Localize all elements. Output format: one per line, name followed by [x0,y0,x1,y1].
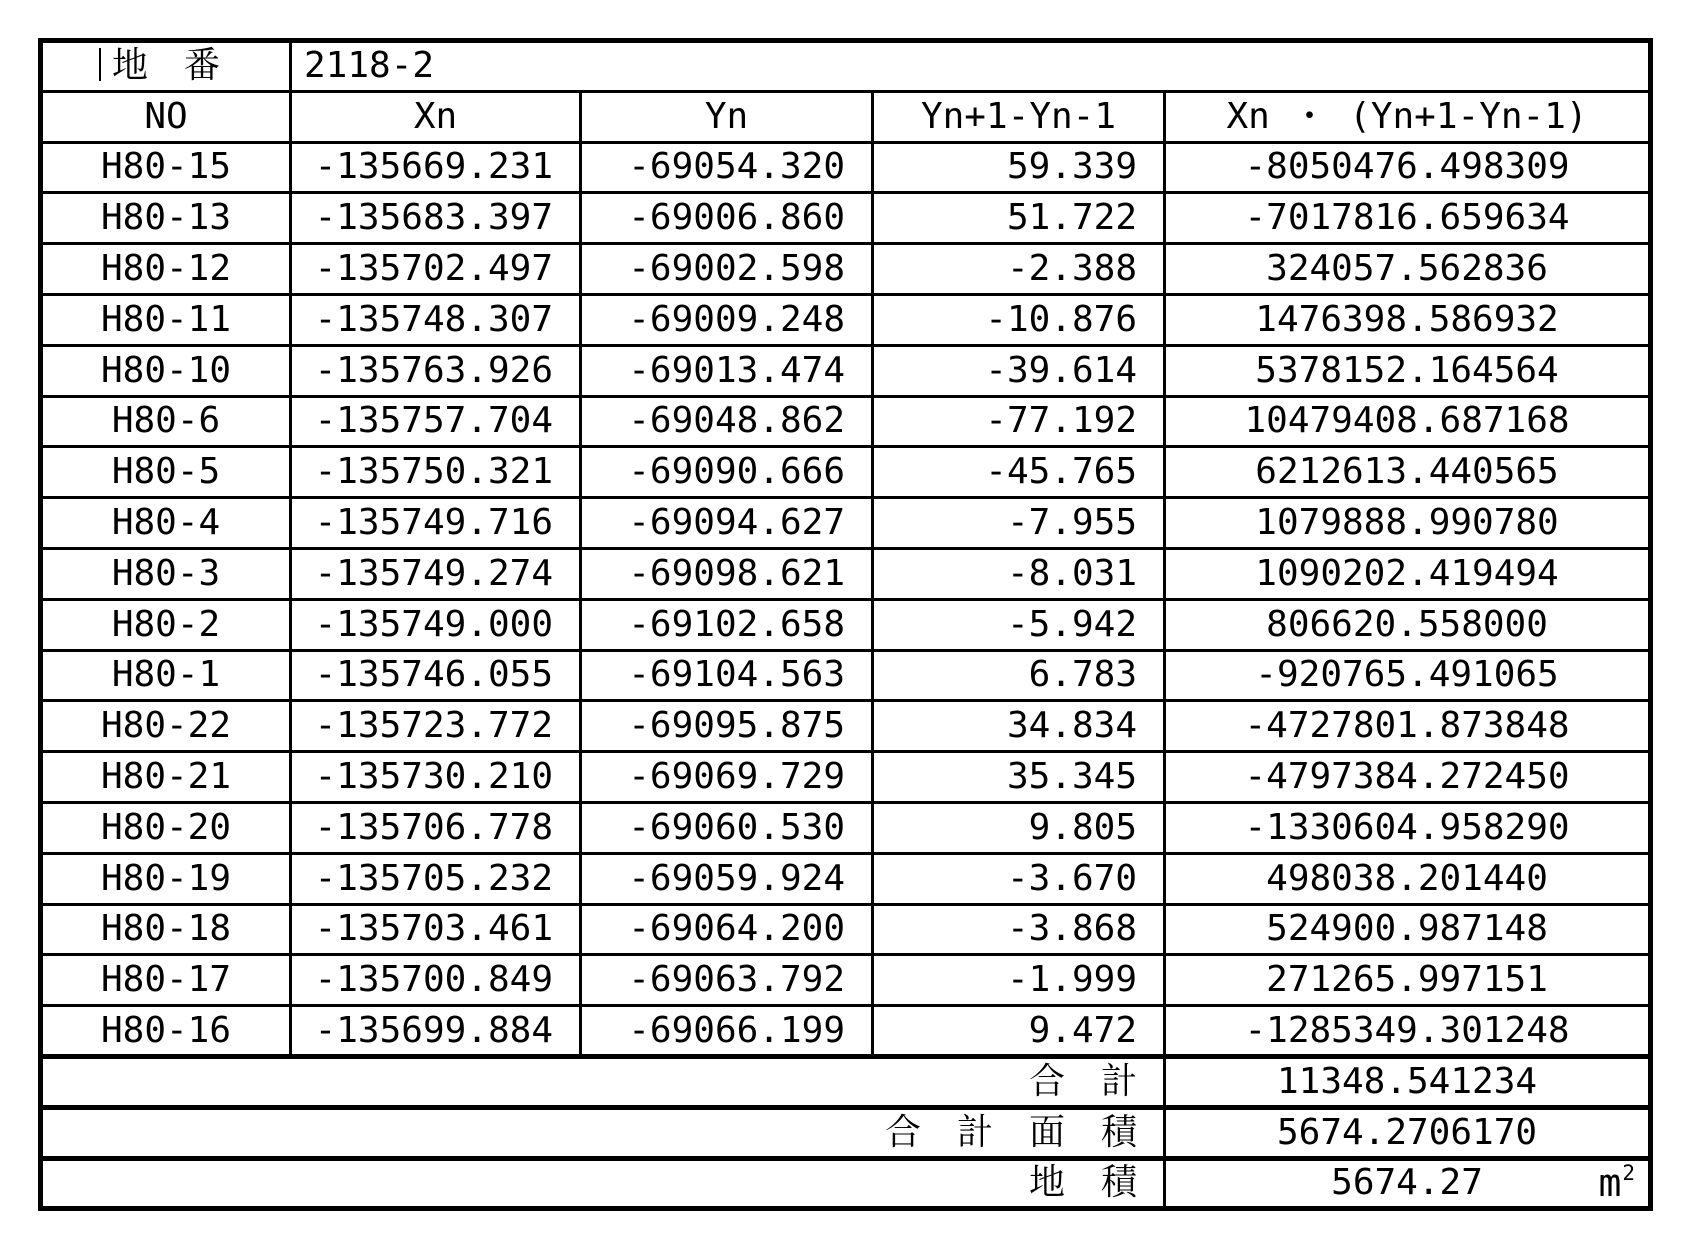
cell-dy: -10.876 [873,294,1165,345]
square-meter-unit [1598,1161,1636,1206]
cell-dy: -39.614 [873,345,1165,396]
cell-yn: -69064.200 [581,904,873,955]
cell-dy: 35.345 [873,752,1165,803]
cell-yn: -69066.199 [581,1006,873,1057]
table-row [41,447,1651,498]
cell-xn: -135699.884 [291,1006,581,1057]
total-area-value: 5674.2706170 [1165,1107,1651,1158]
cell-product: 1476398.586932 [1165,294,1651,345]
cell-yn: -69006.860 [581,193,873,244]
table-row [41,802,1651,853]
cell-product: 524900.987148 [1165,904,1651,955]
table-row [41,142,1651,193]
cell-xn: -135746.055 [291,650,581,701]
land-area-row [41,1158,1651,1209]
total-row [41,1056,1651,1107]
cell-no: H80-10 [41,345,291,396]
cell-xn: -135723.772 [291,701,581,752]
table-row [41,548,1651,599]
cell-no: H80-20 [41,802,291,853]
cell-product: 6212613.440565 [1165,447,1651,498]
column-header-product: Xn ・ (Yn+1-Yn-1) [1165,91,1651,142]
table-row [41,904,1651,955]
cell-no: H80-3 [41,548,291,599]
cell-product: 10479408.687168 [1165,396,1651,447]
cell-dy: -2.388 [873,244,1165,295]
cell-yn: -69054.320 [581,142,873,193]
cell-xn: -135702.497 [291,244,581,295]
land-area-value: 5674.27 [1331,1162,1483,1204]
cell-dy: 51.722 [873,193,1165,244]
cell-no: H80-15 [41,142,291,193]
cell-dy: 9.805 [873,802,1165,853]
column-header-yn: Yn [581,91,873,142]
unit-base: m [1598,1161,1622,1206]
data-rows [41,142,1651,1056]
cell-product: 1090202.419494 [1165,548,1651,599]
table-row [41,853,1651,904]
cell-no: H80-2 [41,599,291,650]
cell-no: H80-1 [41,650,291,701]
column-header-dy: Yn+1-Yn-1 [873,91,1165,142]
cell-xn: -135757.704 [291,396,581,447]
cell-no: H80-12 [41,244,291,295]
cell-yn: -69009.248 [581,294,873,345]
cell-product: -1330604.958290 [1165,802,1651,853]
cell-no: H80-5 [41,447,291,498]
column-header-row [41,91,1651,142]
cell-yn: -69002.598 [581,244,873,295]
cell-yn: -69060.530 [581,802,873,853]
cell-xn: -135700.849 [291,955,581,1006]
unit-exponent: 2 [1622,1161,1636,1186]
cell-xn: -135748.307 [291,294,581,345]
cell-no: H80-11 [41,294,291,345]
cell-dy: -5.942 [873,599,1165,650]
cell-dy: 9.472 [873,1006,1165,1057]
cell-yn: -69090.666 [581,447,873,498]
cell-yn: -69048.862 [581,396,873,447]
cell-product: -4727801.873848 [1165,701,1651,752]
cell-dy: -45.765 [873,447,1165,498]
cell-no: H80-18 [41,904,291,955]
cell-xn: -135683.397 [291,193,581,244]
cell-yn: -69098.621 [581,548,873,599]
cell-yn: -69102.658 [581,599,873,650]
table-row [41,650,1651,701]
cell-product: 1079888.990780 [1165,498,1651,549]
cell-dy: 59.339 [873,142,1165,193]
table-row [41,701,1651,752]
cell-yn: -69069.729 [581,752,873,803]
table-row [41,752,1651,803]
cell-no: H80-6 [41,396,291,447]
cell-product: 498038.201440 [1165,853,1651,904]
table-row [41,498,1651,549]
cell-no: H80-16 [41,1006,291,1057]
cell-yn: -69013.474 [581,345,873,396]
parcel-label[interactable]: 地 番 [41,41,291,92]
cell-dy: -1.999 [873,955,1165,1006]
cell-xn: -135763.926 [291,345,581,396]
cell-dy: -8.031 [873,548,1165,599]
cell-xn: -135749.000 [291,599,581,650]
column-header-no: NO [41,91,291,142]
cell-product: -4797384.272450 [1165,752,1651,803]
cell-dy: -77.192 [873,396,1165,447]
cell-yn: -69095.875 [581,701,873,752]
table-row [41,244,1651,295]
cell-product: 5378152.164564 [1165,345,1651,396]
cell-no: H80-13 [41,193,291,244]
total-area-row [41,1107,1651,1158]
cell-no: H80-21 [41,752,291,803]
cell-product: -920765.491065 [1165,650,1651,701]
cell-dy: -3.670 [873,853,1165,904]
cell-xn: -135669.231 [291,142,581,193]
cell-product: 324057.562836 [1165,244,1651,295]
cell-yn: -69104.563 [581,650,873,701]
total-area-label: 合 計 面 積 [41,1107,1165,1158]
parcel-number-value: 2118-2 [291,41,1651,92]
table-row [41,955,1651,1006]
cell-xn: -135730.210 [291,752,581,803]
total-label: 合 計 [41,1056,1165,1107]
table-row [41,599,1651,650]
cell-no: H80-17 [41,955,291,1006]
land-area-label: 地 積 [41,1158,1165,1209]
cell-xn: -135703.461 [291,904,581,955]
coordinate-area-table [38,38,1653,1211]
table-row [41,345,1651,396]
land-area-value-cell [1165,1158,1651,1209]
cell-no: H80-22 [41,701,291,752]
cell-yn: -69059.924 [581,853,873,904]
cell-product: 271265.997151 [1165,955,1651,1006]
cell-dy: 34.834 [873,701,1165,752]
table-row [41,294,1651,345]
cell-xn: -135750.321 [291,447,581,498]
column-header-xn: Xn [291,91,581,142]
cell-xn: -135749.274 [291,548,581,599]
parcel-header-row [41,41,1651,92]
cell-yn: -69094.627 [581,498,873,549]
cell-product: -7017816.659634 [1165,193,1651,244]
cell-dy: 6.783 [873,650,1165,701]
cell-xn: -135706.778 [291,802,581,853]
cell-dy: -7.955 [873,498,1165,549]
cell-product: -1285349.301248 [1165,1006,1651,1057]
table-row [41,396,1651,447]
table-row [41,1006,1651,1057]
total-value: 11348.541234 [1165,1056,1651,1107]
cell-xn: -135705.232 [291,853,581,904]
cell-no: H80-4 [41,498,291,549]
table-row [41,193,1651,244]
cell-dy: -3.868 [873,904,1165,955]
cell-xn: -135749.716 [291,498,581,549]
cell-product: 806620.558000 [1165,599,1651,650]
cell-product: -8050476.498309 [1165,142,1651,193]
cell-yn: -69063.792 [581,955,873,1006]
cell-no: H80-19 [41,853,291,904]
text-cursor [99,48,101,81]
